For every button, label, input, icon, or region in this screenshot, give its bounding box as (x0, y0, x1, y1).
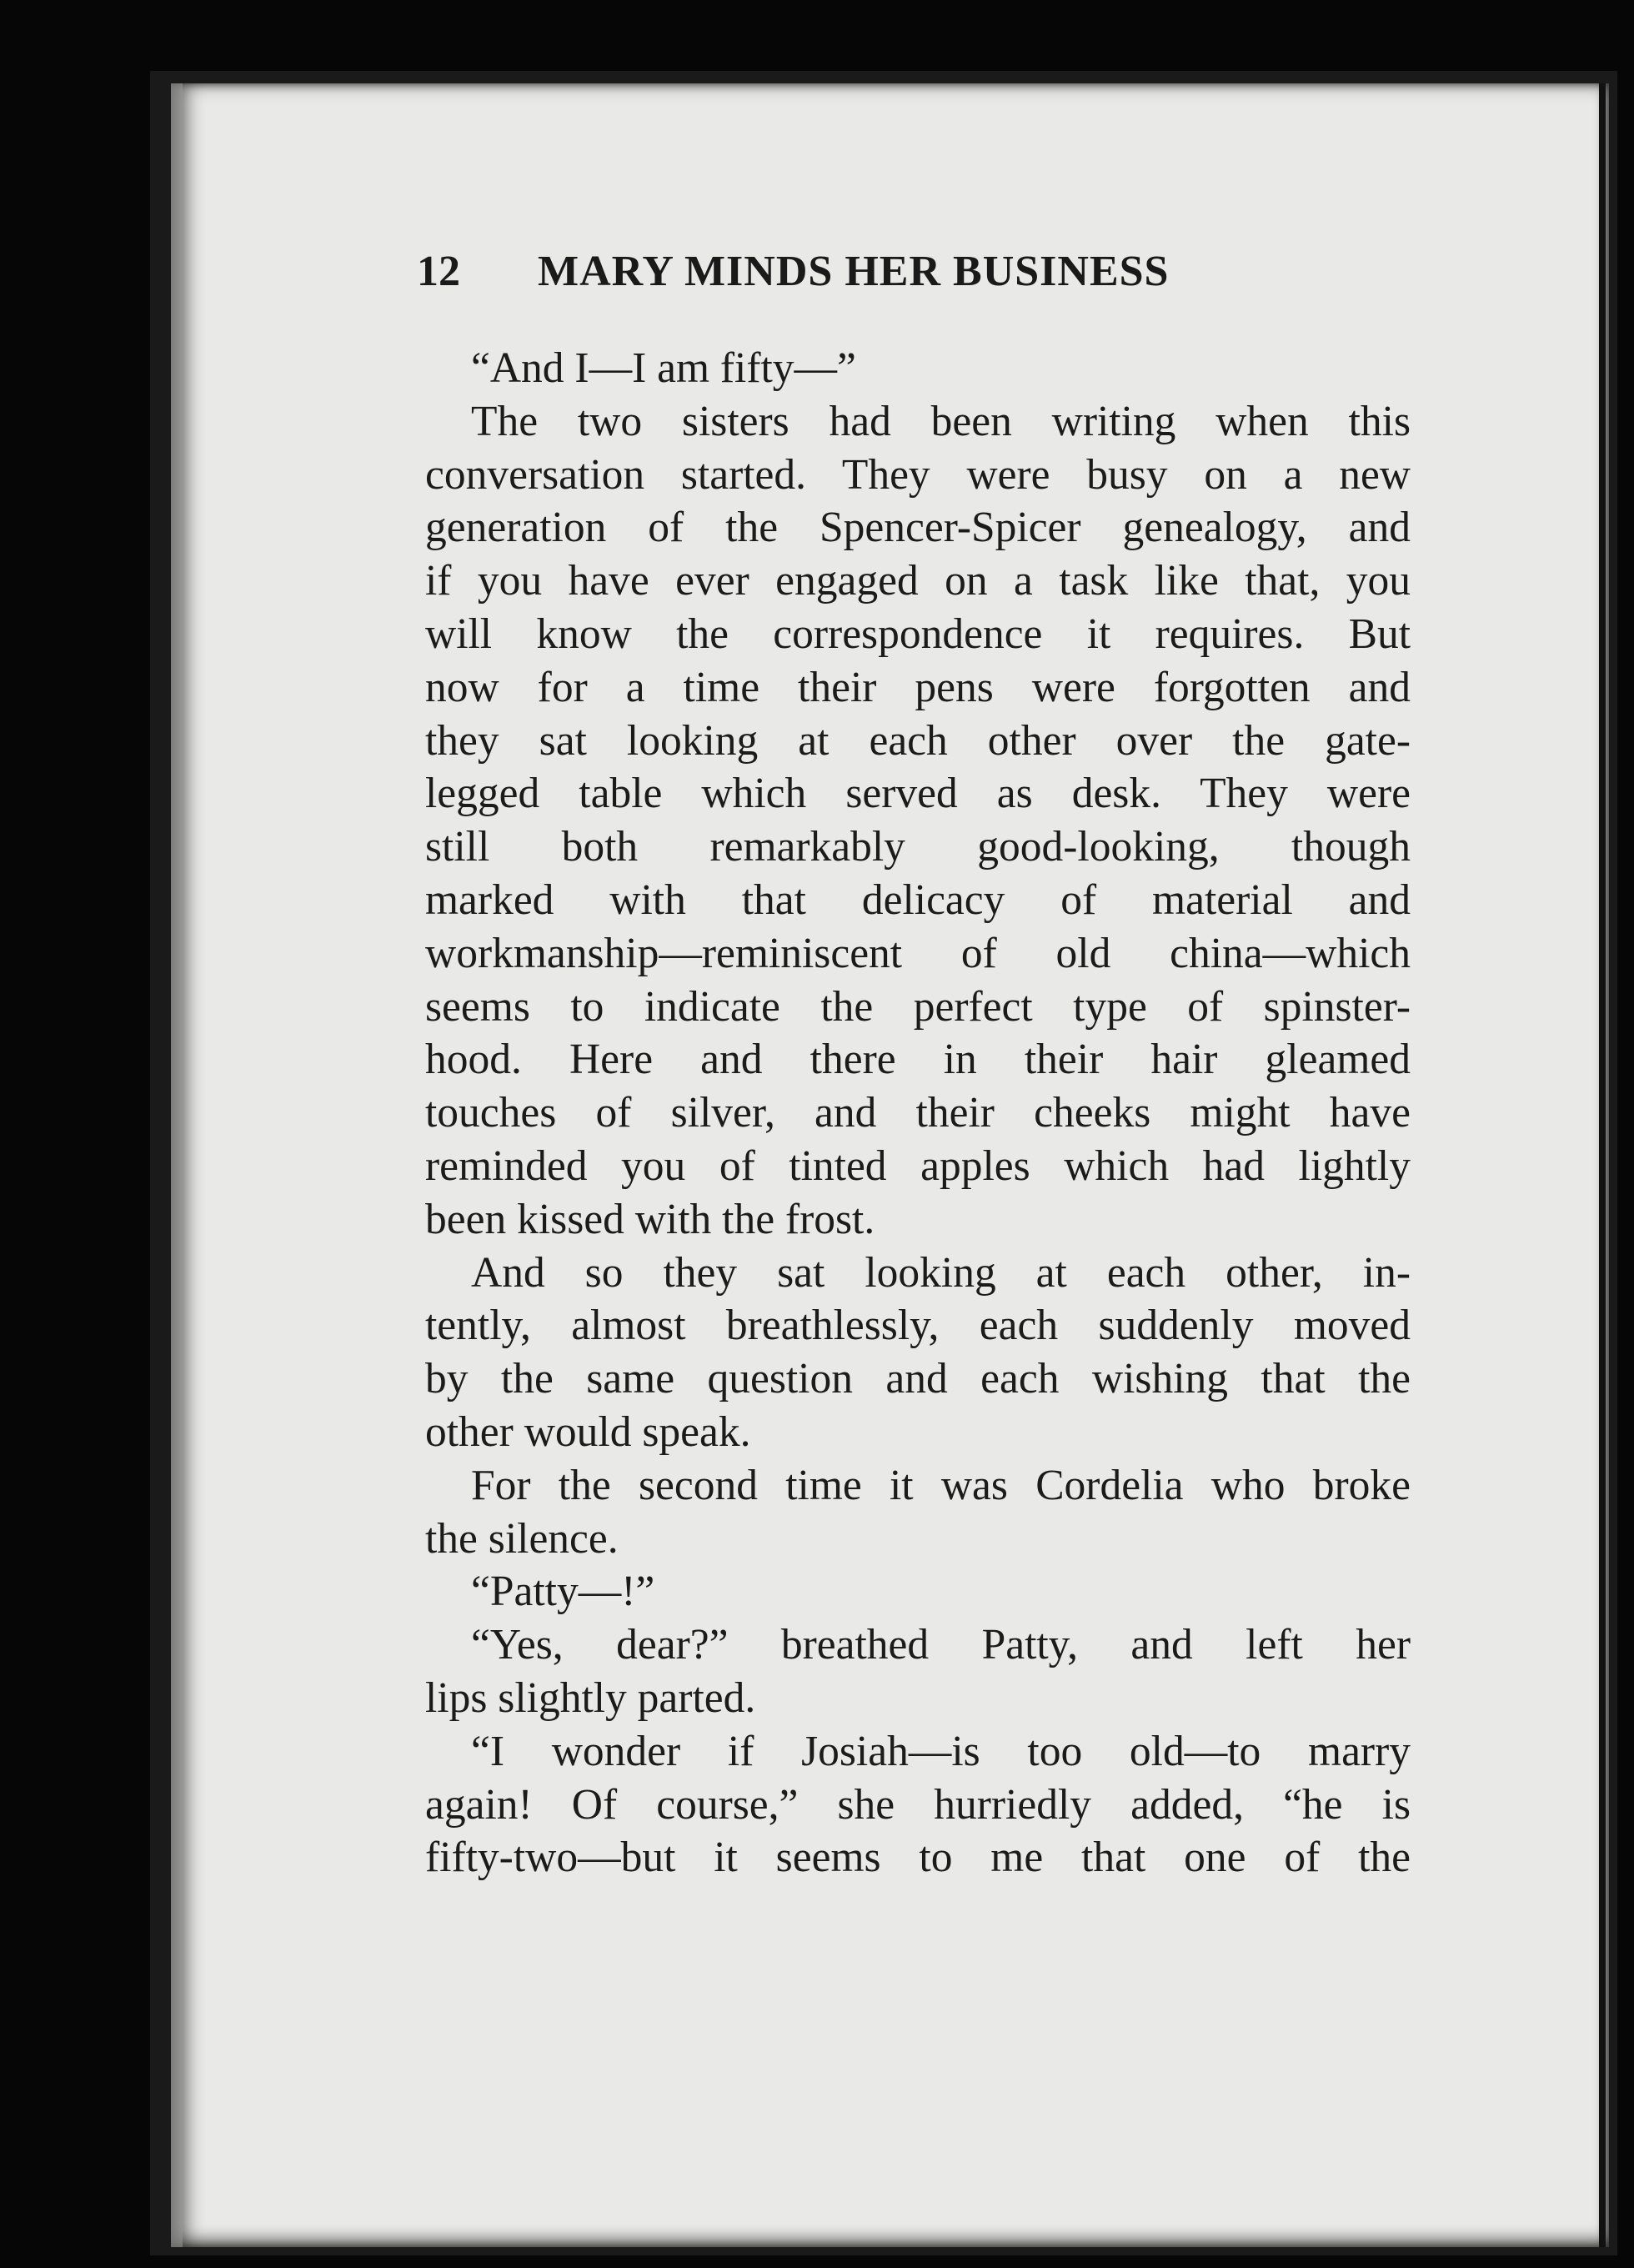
text-line-14: hood. Here and there in their hair gleamed (425, 1036, 1411, 1084)
text-line-11: marked with that delicacy of material and (425, 876, 1411, 924)
text-line-13: seems to indicate the perfect type of spinster- (425, 982, 1411, 1031)
text-line-21: other would speak. (425, 1407, 751, 1456)
text-line-10: still both remarkably good-looking, though (425, 823, 1411, 871)
body-text (425, 342, 1411, 1884)
text-line-1: “And I—I am fifty—” (471, 344, 856, 392)
page-gutter-shadow (171, 83, 183, 2247)
text-line-6: will know the correspondence it requires. But (425, 610, 1411, 658)
text-line-16: reminded you of tinted apples which had lightly (425, 1142, 1411, 1190)
text-line-2: The two sisters had been writing when this (471, 397, 1411, 445)
text-line-7: now for a time their pens were forgotten and (425, 663, 1411, 711)
running-header (417, 247, 1284, 305)
text-line-18: And so they sat looking at each other, in- (471, 1248, 1411, 1297)
page-number: 12 (417, 248, 460, 295)
text-line-15: touches of silver, and their cheeks might have (425, 1089, 1411, 1137)
text-line-3: conversation started. They were busy on a new (425, 450, 1411, 499)
text-line-26: lips slightly parted. (425, 1673, 756, 1722)
text-line-5: if you have ever engaged on a task like that, you (425, 557, 1411, 605)
running-title: MARY MINDS HER BUSINESS (538, 248, 1170, 295)
text-line-8: they sat looking at each other over the gate- (425, 716, 1411, 765)
text-line-12: workmanship—reminiscent of old china—which (425, 929, 1411, 977)
text-line-28: again! Of course,” she hurriedly added, “he is (425, 1780, 1411, 1829)
text-line-23: the silence. (425, 1514, 619, 1563)
text-line-4: generation of the Spencer-Spicer genealogy, and (425, 504, 1411, 552)
text-line-17: been kissed with the frost. (425, 1195, 875, 1243)
text-line-20: by the same question and each wishing that the (425, 1355, 1411, 1403)
text-line-19: tently, almost breathlessly, each suddenly moved (425, 1302, 1411, 1350)
text-line-29: fifty-two—but it seems to me that one of the (425, 1834, 1411, 1882)
text-line-27: “I wonder if Josiah—is too old—to marry (471, 1727, 1411, 1775)
text-line-25: “Yes, dear?” breathed Patty, and left her (471, 1621, 1411, 1669)
text-line-9: legged table which served as desk. They were (425, 770, 1411, 818)
text-line-22: For the second time it was Cordelia who broke (471, 1461, 1411, 1509)
text-line-24: “Patty—!” (471, 1568, 655, 1616)
page-right-edge (1599, 83, 1606, 2247)
